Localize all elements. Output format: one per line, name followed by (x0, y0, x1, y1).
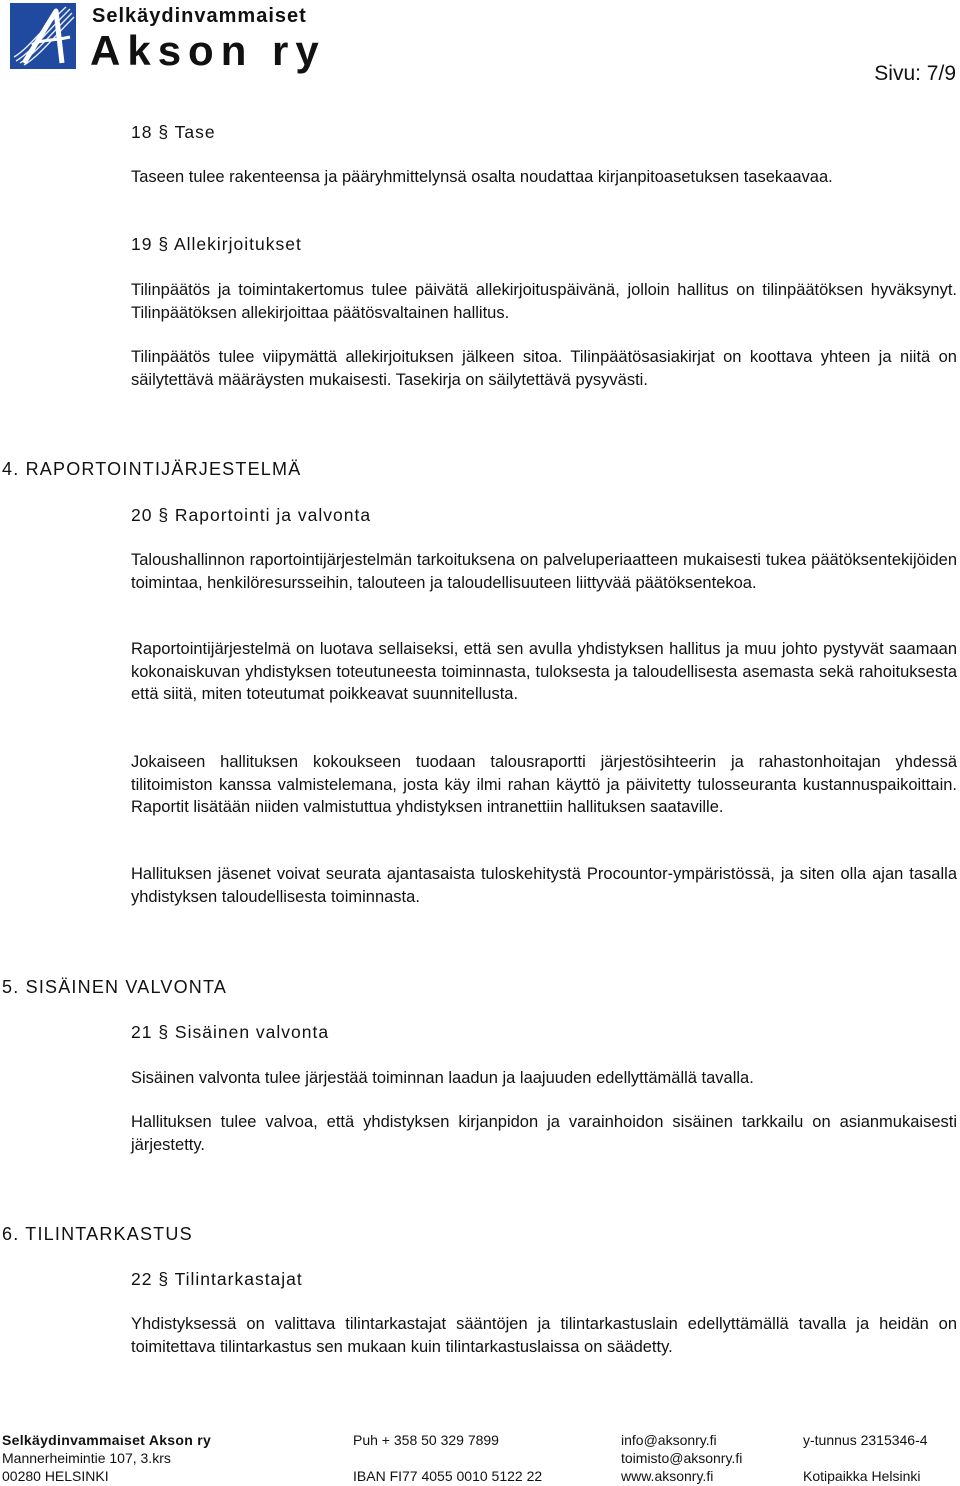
org-name-small: Selkäydinvammaiset (92, 5, 307, 27)
footer-phone: Puh + 358 50 329 7899 (353, 1432, 499, 1448)
footer-contacts (621, 1431, 742, 1485)
section-21-paragraph-2: Hallituksen tulee valvoa, että yhdistyksen kirjanpidon ja varainhoidon sisäinen tarkkailu on asianmukaisesti järjestetty. (131, 1113, 957, 1154)
section-19-heading: 19 § Allekirjoitukset (131, 234, 302, 254)
footer-street: Mannerheimintie 107, 3.krs (2, 1450, 171, 1466)
footer-postal: 00280 HELSINKI (2, 1468, 109, 1484)
section-18-heading: 18 § Tase (131, 122, 216, 142)
footer-registry (803, 1431, 928, 1485)
section-21-heading: 21 § Sisäinen valvonta (131, 1022, 330, 1042)
chapter-4-title: 4. RAPORTOINTIJÄRJESTELMÄ (2, 459, 302, 479)
section-19-paragraph-1: Tilinpäätös ja toimintakertomus tulee päivätä allekirjoituspäivänä, jolloin hallitus on tilinpäätöksen hyväksynyt. Tilinpäätöksen allekirjoittaa päätösvaltainen hallitus. (131, 281, 957, 322)
footer-address (2, 1431, 211, 1485)
footer-website[interactable]: www.aksonry.fi (621, 1468, 714, 1484)
footer-email-info[interactable]: info@aksonry.fi (621, 1432, 717, 1448)
section-20-paragraph-2: Raportointijärjestelmä on luotava sellaiseksi, että sen avulla yhdistyksen hallitus ja muu johto pystyvät saamaan kokonaiskuvan yhdistyksen toteutuneesta toiminnasta, tuloksesta ja taloudellisesta asemasta sekä rahoituksesta että siitä, miten toteutumat poikkeavat suunnitellusta. (131, 640, 957, 703)
section-21-paragraph-1: Sisäinen valvonta tulee järjestää toiminnan laadun ja laajuuden edellyttämällä tavalla. (131, 1069, 754, 1087)
chapter-6-title: 6. TILINTARKASTUS (2, 1224, 193, 1244)
section-22-paragraph-1: Yhdistyksessä on valittava tilintarkastajat sääntöjen ja tilintarkastuslain edellyttämällä tavalla ja heidän on toimitettava tilintarkastus sen mukaan kuin tilintarkastuslaissa on säädetty. (131, 1315, 957, 1356)
section-19-paragraph-2: Tilinpäätös tulee viipymättä allekirjoituksen jälkeen sitoa. Tilinpäätösasiakirjat on koottava yhteen ja niitä on säilytettävä määräysten mukaisesti. Tasekirja on säilytettävä pysyvästi. (131, 348, 957, 389)
page-number: Sivu: 7/9 (874, 62, 956, 85)
akson-logo-icon (10, 3, 76, 69)
section-20-paragraph-4: Hallituksen jäsenet voivat seurata ajantasaista tuloskehitystä Procountor-ympäristössä, ja siten olla ajan tasalla yhdistyksen taloudellisesta toiminnasta. (131, 865, 957, 906)
footer-org-name: Selkäydinvammaiset Akson ry (2, 1432, 212, 1448)
section-20-paragraph-3: Jokaiseen hallituksen kokoukseen tuodaan talousraportti järjestösihteerin ja rahastonhoitajan yhdessä tilitoimiston kanssa valmistelemana, josta käy ilmi rahan käyttö ja päivitetty tulosseuranta kustannuspaikoittain. Raportit lisätään niiden valmistuttua yhdistyksen intranettiin hallituksen saataville. (131, 753, 957, 816)
section-22-heading: 22 § Tilintarkastajat (131, 1269, 303, 1289)
section-18-paragraph: Taseen tulee rakenteensa ja pääryhmittelynsä osalta noudattaa kirjanpitoasetuksen tasekaavaa. (131, 168, 833, 186)
chapter-5-title: 5. SISÄINEN VALVONTA (2, 977, 228, 997)
footer-domicile: Kotipaikka Helsinki (803, 1468, 921, 1484)
footer-bank (353, 1431, 542, 1485)
section-20-heading: 20 § Raportointi ja valvonta (131, 505, 372, 525)
section-20-paragraph-1: Taloushallinnon raportointijärjestelmän tarkoituksena on palveluperiaatteen mukaisesti tukea päätöksentekijöiden toimintaa, henkilöresursseihin, talouteen ja taloudellisuuteen liittyvää päätöksentekoa. (131, 551, 957, 592)
footer-business-id: y-tunnus 2315346-4 (803, 1432, 928, 1448)
org-name-large: Akson ry (90, 27, 326, 74)
footer-iban: IBAN FI77 4055 0010 5122 22 (353, 1468, 543, 1484)
footer-email-office[interactable]: toimisto@aksonry.fi (621, 1450, 743, 1466)
